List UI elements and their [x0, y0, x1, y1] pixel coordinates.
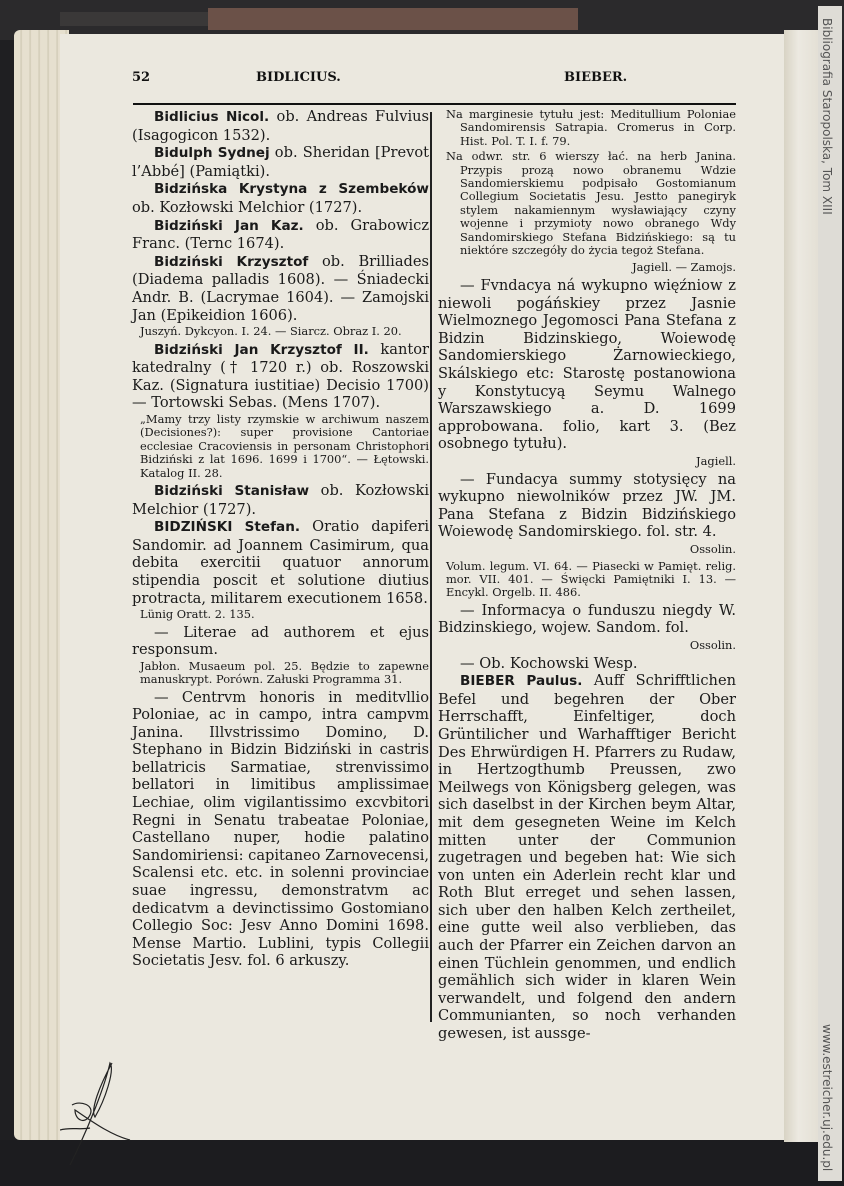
reference-note: Jabłon. Musaeum pol. 25. Będzie to zapewne manuskrypt. Porówn. Załuski Programma 31.: [140, 658, 429, 687]
entry-text: ob. Kozłowski Melchior (1727).: [132, 481, 429, 518]
entry: [132, 518, 429, 607]
entry-heading: BIEBER Paulus.: [460, 673, 583, 690]
reference-note: Juszyń. Dykcyon. I. 24. — Siarcz. Obraz I. 20.: [140, 324, 402, 339]
entry-paragraph: — Centrvm honoris in meditvllio Poloniae, ac in campo, intra campvm Janina. Illvstrissimo Domino, D. Stephano in Bidzin Bidziński in castris bellatricis Sarmatiae, strenvissimo bellatori in limitibus amplissimae Lechiae, olim vigilantissimo excvbitori Regni in Senatu trabeatae Poloniae, Castellano nuper, hodie palatino Sandomiriensi: capitaneo Zarnovecensi, Scalensi etc. etc. in solenni provinciae suae ingressu, demonstratvm ac dedicatvm a devinctissimo Gostomiano Collegio Soc: Jesv Anno Domini 1698. Mense Martio. Lublini, typis Collegii Societatis Jesv. fol. 6 arkuszy.: [132, 688, 429, 970]
facing-page-edge: [784, 30, 820, 1142]
entry: [132, 217, 429, 253]
entry-text: ob. Sheridan [Prevot l’Abbé] (Pamiątki).: [132, 144, 429, 180]
running-header: [132, 70, 736, 90]
header-rule: [133, 103, 736, 105]
reference-note: Na marginesie tytułu jest: Meditullium Poloniae Sandomirensis Satrapia. Cromerus in Corp. Hist. Pol. T. I. f. 79.: [446, 107, 736, 148]
entry-text: ob. Kozłowski Melchior (1727).: [132, 198, 363, 216]
entry-paragraph: — Fundacya summy stotysięcy na wykupno niewolników przez JW. JM. Pana Stefana z Bidzin Bidzińskiego Woiewodę Sandomirskiego. fol. str. 4.: [438, 470, 736, 541]
entry-text: Oratio dapiferi Sandomir. ad Joannem Casimirum, qua debita exercitii quatuor annorum stipendia poscit et solutione diutius protracta, militarem executionem 1658.: [132, 518, 429, 607]
page-number: 52: [132, 70, 151, 85]
entry-text: — Fvndacya ná wykupno więźniow z niewoli pogáńskiey przez Jasnie Wielmoznego Jegomosci Pana Stefana z Bidzin Bidzinskiego, Woiewodę Sandomierskiego Żarnowieckiego, Skálskiego etc: Starostę postanowiona y Konstytucyą Seymu Walnego Warszawskiego a. D. 1699 approbowana. folio, kart 3. (Bez osobnego tytułu).: [438, 277, 736, 453]
entry: [132, 482, 429, 518]
entry-text: ob. Brilliades (Diadema palladis 1608). — Śniadecki Andr. B. (Lacrymae 1604). — Zamojski Jan (Epikeidion 1606).: [132, 252, 429, 324]
library-location: Jagiell. — Zamojs.: [632, 260, 736, 275]
library-location: Jagiell.: [696, 454, 736, 468]
entry-heading: BIDZIŃSKI Stefan.: [154, 519, 301, 536]
entry: [132, 180, 429, 216]
entry-paragraph: — Informacya o funduszu niegdy W. Bidzinskiego, wojew. Sandom. fol.: [438, 601, 736, 637]
entry-heading: Bidziński Krzysztof: [154, 253, 309, 270]
reference-note: Lünig Oratt. 2. 135.: [140, 607, 255, 622]
side-banner-url[interactable]: www.estreicher.uj.edu.pl: [820, 1024, 834, 1172]
entry: [132, 253, 429, 324]
cover-band: [208, 8, 578, 30]
right-column: [438, 108, 736, 1043]
side-banner-title: Bibliografia Staropolska, Tom XIII: [820, 18, 834, 215]
entry: [132, 108, 429, 144]
entry-text: Auff Schrifftlichen Befel und begehren der Ober Herrschafft, Einfeltiger, doch Grüntilicher und Warhafftiger Bericht Des Ehrwürdigen H. Pfarrers zu Rudaw, in Hertzogthumb Preussen, zwo Meilwegs von Königsberg gelegen, was sich daselbst in der Kirchen beym Altar, mit dem gesegneten Weine im Kelch mitten unter der Communion zugetragen und begeben hat: Wie sich von unten ein Aderlein recht klar und Roth Blut erreget und sehen lassen, sich uber den halben Kelch zertheilet, eine gutte weil also verblieben, das auch der Pfarrer ein Zeichen darvon an einen Tüchlein genommen, und endlich gemählich sich wider in klaren Wein verwandelt, und folgend den andern Communianten, so noch verhanden gewesen, ist aussge-: [438, 672, 736, 1043]
reference-note: Na odwr. str. 6 wierszy łać. na herb Janina. Przypis prozą nowo obranemu Wdzie Sandomierskiemu podpisało Gostomianum Collegium Societatis Jesu. Jestto panegiryk stylem nakamiennym wysławiający czyny wojenne i przymioty nowo obranego Wdy Sandomirskiego Stefana Bidzińskiego: są tu niektóre szczegóły do życia tegoż Stefana.: [446, 149, 736, 258]
entry-heading: Bidziński Stanisław: [154, 482, 310, 499]
entry-heading: Bidziński Jan Kaz.: [154, 217, 304, 234]
entry: [438, 672, 736, 1042]
library-location: Ossolin.: [689, 637, 736, 652]
entry-heading: Bidulph Sydnej: [154, 145, 270, 162]
cover-band: [60, 12, 210, 26]
right-running-head: BIEBER.: [564, 70, 628, 85]
left-running-head: BIDLICIUS.: [256, 70, 341, 85]
entry-heading: Bidzińska Krystyna z Szembeków: [154, 181, 429, 198]
entry-paragraph: — Literae ad authorem et ejus responsum.: [132, 623, 429, 659]
entry-paragraph: [438, 277, 736, 453]
left-column: [132, 108, 429, 970]
entry: [132, 341, 429, 412]
reference-note: „Mamy trzy listy rzymskie w archiwum naszem (Decisiones?): super provisione Cantoriae ecclesiae Cracoviensis in personam Christophori Bidziński z lat 1696. 1699 i 1700“. — Łętowski. Katalog II. 28.: [140, 411, 429, 480]
entry-text: ob. Grabowicz Franc. (Ternc 1674).: [132, 216, 430, 253]
entry-text: kantor katedralny († 1720 r.) ob. Roszowski Kaz. (Signatura iustitiae) Decisio 1700)— Tortowski Sebas. (Mens 1707).: [132, 340, 429, 412]
entry-text: ob. Andreas Fulvius (Isagogicon 1532).: [132, 108, 429, 144]
entry-heading: Bidziński Jan Krzysztof II.: [154, 341, 369, 358]
library-location: Ossolin.: [689, 541, 736, 556]
entry: [132, 144, 429, 180]
entry-paragraph: — Ob. Kochowski Wesp.: [460, 654, 638, 672]
column-divider: [430, 112, 432, 1022]
entry-heading: Bidlicius Nicol.: [154, 109, 270, 125]
signature-scribble: [60, 1055, 140, 1165]
reference-note: Volum. legum. VI. 64. — Piasecki w Pamięt. relig. mor. VII. 401. — Święcki Pamiętniki I. 13. — Encykl. Orgelb. II. 486.: [446, 558, 736, 600]
